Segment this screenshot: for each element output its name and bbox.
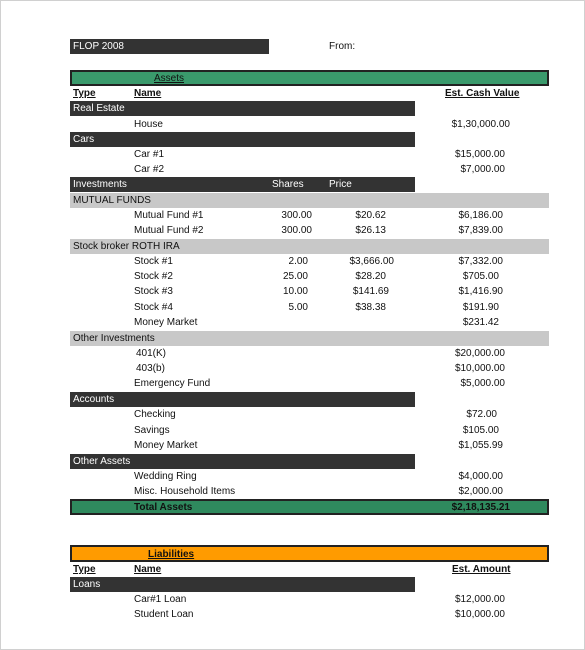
item-shares: 10.00 [282,286,308,297]
category-cars [70,132,415,147]
col-type-header: Type [73,88,96,99]
item-name: Stock #3 [134,286,173,297]
total-assets-label: Total Assets [134,502,193,513]
item-name: 403(b) [136,363,165,374]
item-value: $191.90 [462,302,499,313]
item-name: Stock #4 [134,302,173,313]
item-name: Emergency Fund [134,378,211,389]
item-value: $12,000.00 [454,594,505,605]
item-price: $3,666.00 [349,256,394,267]
subcategory-other-investments [70,331,549,346]
item-name: Car #2 [134,164,165,175]
item-name: Stock #1 [134,256,173,267]
item-price: $28.20 [355,271,386,282]
item-value: $231.42 [462,317,499,328]
category-accounts [70,392,415,407]
item-name: Misc. Household Items [134,486,236,497]
category-real-estate [70,101,415,116]
item-name: Savings [134,425,170,436]
item-name: House [134,119,163,130]
item-name: Stock #2 [134,271,173,282]
item-value: $1,30,000.00 [451,119,510,130]
item-name: Mutual Fund #2 [134,225,204,236]
item-shares: 2.00 [288,256,308,267]
item-value: $10,000.00 [454,363,505,374]
item-value: $1,055.99 [458,440,503,451]
item-name: Car #1 [134,149,165,160]
category-label: Cars [73,134,95,145]
from-label: From: [329,41,356,52]
item-price: $141.69 [352,286,389,297]
item-name: 401(K) [136,348,167,359]
item-value: $7,839.00 [458,225,503,236]
category-label: Other Investments [73,333,155,344]
col-type-header: Type [73,564,96,575]
item-shares: 300.00 [281,225,312,236]
item-name: Money Market [134,440,198,451]
category-label: Loans [73,579,101,590]
item-value: $72.00 [466,409,497,420]
total-assets-value: $2,18,135.21 [451,502,510,513]
category-label: Stock broker ROTH IRA [73,241,180,252]
item-shares: 25.00 [282,271,308,282]
item-value: $1,416.90 [458,286,503,297]
item-value: $20,000.00 [454,348,505,359]
item-value: $2,000.00 [458,486,503,497]
assets-section-title: Assets [154,73,185,84]
assets-section-bar [70,70,549,86]
col-value-header: Est. Cash Value [445,88,520,99]
category-label: Real Estate [73,103,125,114]
col-price-header: Price [329,179,352,190]
liabilities-section-bar [70,545,549,562]
subcategory-broker [70,239,549,254]
item-value: $6,186.00 [458,210,503,221]
item-name: Money Market [134,317,198,328]
item-value: $4,000.00 [458,471,503,482]
document-title: FLOP 2008 [73,41,124,52]
item-value: $7,332.00 [458,256,503,267]
item-value: $105.00 [462,425,499,436]
item-shares: 300.00 [281,210,312,221]
item-name: Mutual Fund #1 [134,210,204,221]
total-assets-bar [70,499,549,515]
category-loans [70,577,415,592]
col-shares-header: Shares [272,179,304,190]
liabilities-section-title: Liabilities [148,549,195,560]
item-price: $38.38 [355,302,386,313]
category-investments [70,177,415,192]
col-amount-header: Est. Amount [452,564,511,575]
category-label: Accounts [73,394,115,405]
item-value: $15,000.00 [454,149,505,160]
item-value: $10,000.00 [454,609,505,620]
category-other-assets [70,454,415,469]
subcategory-mutual-funds [70,193,549,208]
category-label: Investments [73,179,127,190]
item-name: Wedding Ring [134,471,197,482]
category-label: MUTUAL FUNDS [73,195,151,206]
category-label: Other Assets [73,456,131,467]
col-name-header: Name [134,88,162,99]
item-shares: 5.00 [288,302,308,313]
col-name-header: Name [134,564,162,575]
item-name: Car#1 Loan [134,594,187,605]
item-name: Checking [134,409,176,420]
item-value: $7,000.00 [460,164,505,175]
item-value: $5,000.00 [460,378,505,389]
item-price: $26.13 [355,225,386,236]
item-value: $705.00 [462,271,499,282]
item-name: Student Loan [134,609,194,620]
title-bar [70,39,269,54]
item-price: $20.62 [355,210,386,221]
